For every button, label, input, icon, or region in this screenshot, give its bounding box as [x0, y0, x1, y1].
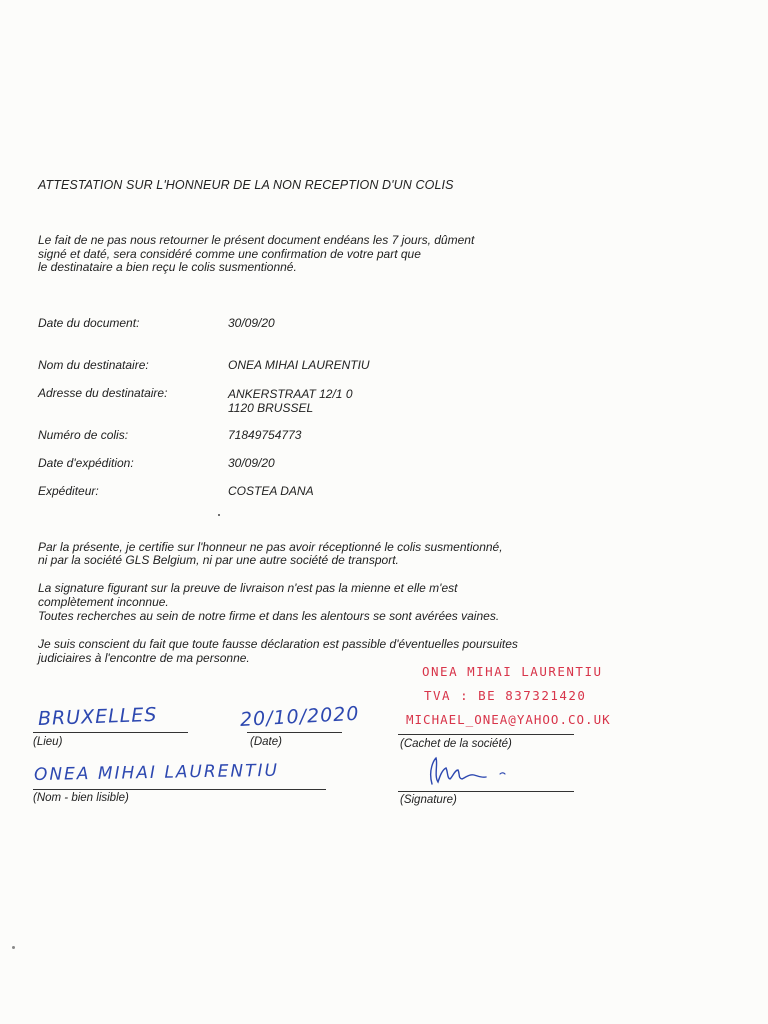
- stray-mark: [218, 514, 220, 516]
- stamp-line-2: TVA : BE 837321420: [424, 688, 587, 703]
- handwritten-date: 20/10/2020: [239, 702, 360, 731]
- name-caption: (Nom - bien lisible): [33, 792, 129, 804]
- stamp-line-1: ONEA MIHAI LAURENTIU: [422, 664, 603, 679]
- declaration-p3-line-2: judiciaires à l'encontre de ma personne.: [38, 651, 250, 665]
- recipient-name-label: Nom du destinataire:: [38, 358, 149, 372]
- name-underline: [33, 789, 326, 790]
- intro-line-1: Le fait de ne pas nous retourner le présent document endéans les 7 jours, dûment: [38, 233, 475, 247]
- recipient-address-label: Adresse du destinataire:: [38, 386, 168, 400]
- declaration-p1-line-2: ni par la société GLS Belgium, ni par une autre société de transport.: [38, 553, 399, 567]
- company-stamp-caption: (Cachet de la société): [400, 738, 512, 750]
- date-underline: [247, 732, 342, 733]
- recipient-address-line-1: ANKERSTRAAT 12/1 0: [228, 387, 353, 401]
- declaration-p2-line-3: Toutes recherches au sein de notre firme et dans les alentours se sont avérées vaines.: [38, 609, 500, 623]
- recipient-name-value: ONEA MIHAI LAURENTIU: [228, 358, 370, 372]
- document-date-label: Date du document:: [38, 316, 140, 330]
- company-stamp-underline: [398, 734, 574, 735]
- document-title: ATTESTATION SUR L'HONNEUR DE LA NON RECEPTION D'UN COLIS: [38, 178, 454, 192]
- recipient-address-line-2: 1120 BRUSSEL: [228, 401, 314, 415]
- stamp-line-3: MICHAEL_ONEA@YAHOO.CO.UK: [406, 712, 611, 727]
- intro-line-2: signé et daté, sera considéré comme une confirmation de votre part que: [38, 247, 421, 261]
- declaration-p1-line-1: Par la présente, je certifie sur l'honneur ne pas avoir réceptionné le colis susmentionné,: [38, 540, 503, 554]
- place-underline: [33, 732, 188, 733]
- handwritten-name: ONEA MIHAI LAURENTIU: [33, 760, 280, 785]
- shipping-date-value: 30/09/20: [228, 456, 275, 470]
- scan-speck: [12, 946, 15, 949]
- declaration-p2-line-2: complètement inconnue.: [38, 595, 169, 609]
- handwritten-place: BRUXELLES: [37, 703, 158, 730]
- sender-value: COSTEA DANA: [228, 484, 314, 498]
- signature-caption: (Signature): [400, 794, 457, 806]
- parcel-number-label: Numéro de colis:: [38, 428, 129, 442]
- signature-scribble: [420, 752, 530, 792]
- declaration-p2-line-1: La signature figurant sur la preuve de livraison n'est pas la mienne et elle m'est: [38, 581, 458, 595]
- intro-line-3: le destinataire a bien reçu le colis susmentionné.: [38, 260, 297, 274]
- place-caption: (Lieu): [33, 736, 63, 748]
- signature-underline: [398, 791, 574, 792]
- date-caption: (Date): [250, 736, 282, 748]
- sender-label: Expéditeur:: [38, 484, 99, 498]
- parcel-number-value: 71849754773: [228, 428, 302, 442]
- declaration-p3-line-1: Je suis conscient du fait que toute fausse déclaration est passible d'éventuelles poursuites: [38, 637, 518, 651]
- document-date-value: 30/09/20: [228, 316, 275, 330]
- shipping-date-label: Date d'expédition:: [38, 456, 134, 470]
